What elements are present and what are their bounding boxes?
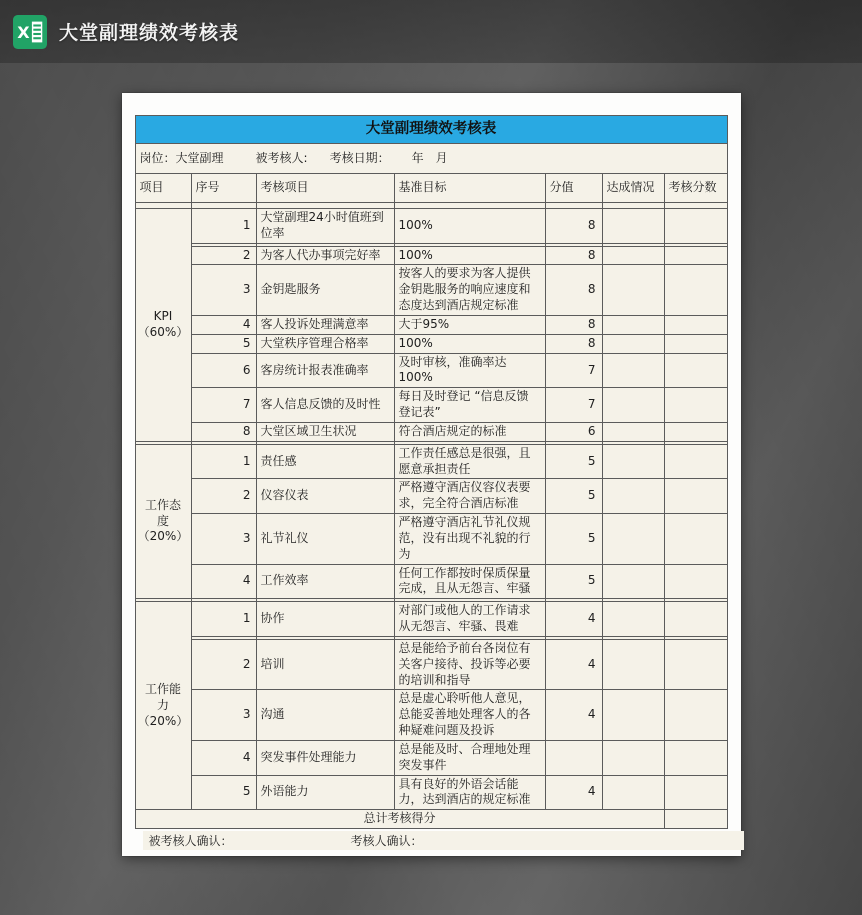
spacer-cell	[192, 442, 256, 444]
score-given-cell	[665, 445, 727, 479]
points-cell: 8	[546, 316, 602, 334]
assessee-confirm-label: 被考核人确认：	[148, 833, 233, 848]
spacer-cell	[665, 442, 727, 444]
target-cell: 符合酒店规定的标准	[395, 423, 545, 441]
spacer-cell	[257, 203, 394, 208]
spacer-cell	[603, 203, 664, 208]
target-cell: 100%	[395, 247, 545, 265]
spacer-cell	[257, 442, 394, 444]
group-label: 工作态度	[144, 497, 181, 528]
window-title-bar	[0, 0, 862, 63]
points-cell: 4	[546, 602, 602, 636]
group-weight: （60%）	[137, 324, 189, 339]
item-cell: 礼节礼仪	[257, 514, 394, 563]
achievement-cell	[603, 354, 664, 388]
row-number-cell: 1	[192, 602, 256, 636]
target-cell: 100%	[395, 209, 545, 243]
group-cell	[136, 602, 191, 809]
target-cell: 任何工作都按时保质保量完成，且从无怨言、牢骚	[395, 565, 545, 599]
achievement-cell	[603, 423, 664, 441]
achievement-cell	[603, 776, 664, 810]
target-cell: 按客人的要求为客人提供金钥匙服务的响应速度和态度达到酒店规定标准	[395, 265, 545, 314]
achievement-cell	[603, 445, 664, 479]
score-given-cell	[665, 776, 727, 810]
spacer-cell	[192, 203, 256, 208]
score-given-cell	[665, 640, 727, 689]
item-cell: 大堂区域卫生状况	[257, 423, 394, 441]
item-cell: 仪容仪表	[257, 479, 394, 513]
points-cell: 8	[546, 209, 602, 243]
points-cell: 6	[546, 423, 602, 441]
spacer-cell	[665, 244, 727, 246]
item-cell: 协作	[257, 602, 394, 636]
target-cell: 及时审核，准确率达100%	[395, 354, 545, 388]
spacer-cell	[603, 637, 664, 639]
item-cell: 大堂秩序管理合格率	[257, 335, 394, 353]
target-cell: 总是能给予前台各岗位有关客户接待、投诉等必要的培训和指导	[395, 640, 545, 689]
spacer-cell	[603, 599, 664, 601]
column-header-points: 分值	[546, 174, 602, 202]
spacer-cell	[136, 599, 191, 601]
item-cell: 客人投诉处理满意率	[257, 316, 394, 334]
row-number-cell: 2	[192, 640, 256, 689]
item-cell: 沟通	[257, 690, 394, 739]
total-score-cell	[665, 810, 727, 828]
column-header-number: 序号	[192, 174, 256, 202]
points-cell: 5	[546, 514, 602, 563]
spacer-cell	[136, 203, 191, 208]
points-cell: 8	[546, 247, 602, 265]
achievement-cell	[603, 388, 664, 422]
achievement-cell	[603, 209, 664, 243]
score-given-cell	[665, 354, 727, 388]
target-cell: 总是能及时、合理地处理突发事件	[395, 741, 545, 775]
row-number-cell: 7	[192, 388, 256, 422]
spacer-cell	[192, 244, 256, 246]
group-label: KPI	[153, 309, 173, 324]
row-number-cell: 5	[192, 776, 256, 810]
points-cell: 4	[546, 776, 602, 810]
assessor-confirm-label: 考核人确认：	[350, 833, 423, 848]
group-cell	[136, 209, 191, 441]
item-cell: 突发事件处理能力	[257, 741, 394, 775]
points-cell: 8	[546, 265, 602, 314]
spacer-cell	[603, 244, 664, 246]
score-given-cell	[665, 316, 727, 334]
achievement-cell	[603, 565, 664, 599]
row-number-cell: 3	[192, 514, 256, 563]
spacer-cell	[192, 599, 256, 601]
row-number-cell: 8	[192, 423, 256, 441]
sheet-preview-panel	[122, 93, 741, 856]
achievement-cell	[603, 690, 664, 739]
points-cell: 5	[546, 445, 602, 479]
row-number-cell: 5	[192, 335, 256, 353]
achievement-cell	[603, 479, 664, 513]
spacer-cell	[665, 203, 727, 208]
row-number-cell: 3	[192, 265, 256, 314]
achievement-cell	[603, 335, 664, 353]
info-row	[136, 144, 727, 173]
spacer-cell	[546, 203, 602, 208]
achievement-cell	[603, 247, 664, 265]
spacer-cell	[192, 637, 256, 639]
item-cell: 责任感	[257, 445, 394, 479]
score-given-cell	[665, 388, 727, 422]
spacer-cell	[136, 442, 191, 444]
item-cell: 金钥匙服务	[257, 265, 394, 314]
achievement-cell	[603, 640, 664, 689]
column-header-score: 考核分数	[665, 174, 727, 202]
row-number-cell: 2	[192, 479, 256, 513]
points-cell: 4	[546, 690, 602, 739]
spacer-cell	[395, 244, 545, 246]
item-cell: 工作效率	[257, 565, 394, 599]
spacer-cell	[546, 442, 602, 444]
score-given-cell	[665, 514, 727, 563]
spacer-cell	[257, 637, 394, 639]
row-number-cell: 4	[192, 741, 256, 775]
item-cell: 大堂副理24小时值班到位率	[257, 209, 394, 243]
achievement-cell	[603, 265, 664, 314]
score-given-cell	[665, 265, 727, 314]
row-number-cell: 3	[192, 690, 256, 739]
target-cell: 对部门或他人的工作请求从无怨言、牢骚、畏难	[395, 602, 545, 636]
excel-icon	[13, 15, 47, 49]
target-cell: 大于95%	[395, 316, 545, 334]
score-given-cell	[665, 741, 727, 775]
group-weight: （20%）	[137, 529, 189, 544]
target-cell: 严格遵守酒店仪容仪表要求，完全符合酒店标准	[395, 479, 545, 513]
row-number-cell: 1	[192, 445, 256, 479]
item-cell: 外语能力	[257, 776, 394, 810]
group-weight: （20%）	[137, 713, 189, 728]
points-cell: 4	[546, 640, 602, 689]
points-cell: 7	[546, 388, 602, 422]
target-cell: 具有良好的外语会话能力，达到酒店的规定标准	[395, 776, 545, 810]
column-header-project: 项目	[136, 174, 191, 202]
group-cell	[136, 445, 191, 598]
spacer-cell	[546, 599, 602, 601]
score-given-cell	[665, 602, 727, 636]
spacer-cell	[546, 244, 602, 246]
spacer-cell	[257, 599, 394, 601]
position-label: 岗位：大堂副理	[139, 150, 224, 165]
spacer-cell	[257, 244, 394, 246]
score-given-cell	[665, 247, 727, 265]
points-cell: 7	[546, 354, 602, 388]
achievement-cell	[603, 514, 664, 563]
row-number-cell: 6	[192, 354, 256, 388]
points-cell: 5	[546, 479, 602, 513]
spacer-cell	[665, 599, 727, 601]
score-given-cell	[665, 479, 727, 513]
spacer-cell	[395, 442, 545, 444]
row-number-cell: 1	[192, 209, 256, 243]
target-cell: 总是虚心聆听他人意见，总能妥善地处理客人的各种疑难问题及投诉	[395, 690, 545, 739]
points-cell: 5	[546, 565, 602, 599]
row-number-cell: 4	[192, 316, 256, 334]
achievement-cell	[603, 316, 664, 334]
score-given-cell	[665, 335, 727, 353]
item-cell: 客人信息反馈的及时性	[257, 388, 394, 422]
confirm-row	[143, 831, 744, 850]
achievement-cell	[603, 741, 664, 775]
item-cell: 客房统计报表准确率	[257, 354, 394, 388]
spacer-cell	[395, 599, 545, 601]
spacer-cell	[395, 637, 545, 639]
date-label: 考核日期：	[329, 150, 390, 165]
svg-text:X: X	[17, 22, 30, 42]
points-cell: 8	[546, 335, 602, 353]
score-given-cell	[665, 423, 727, 441]
window-title: 大堂副理绩效考核表	[59, 22, 240, 44]
sheet-title: 大堂副理绩效考核表	[136, 116, 727, 143]
spacer-cell	[546, 637, 602, 639]
spacer-cell	[665, 637, 727, 639]
target-cell: 100%	[395, 335, 545, 353]
column-header-item: 考核项目	[257, 174, 394, 202]
group-label: 工作能力	[144, 681, 181, 712]
score-given-cell	[665, 690, 727, 739]
achievement-cell	[603, 602, 664, 636]
target-cell: 每日及时登记 “信息反馈登记表”	[395, 388, 545, 422]
column-header-achievement: 达成情况	[603, 174, 664, 202]
target-cell: 严格遵守酒店礼节礼仪规范，没有出现不礼貌的行为	[395, 514, 545, 563]
score-table	[135, 115, 728, 829]
score-given-cell	[665, 565, 727, 599]
target-cell: 工作责任感总是很强，且愿意承担责任	[395, 445, 545, 479]
row-number-cell: 4	[192, 565, 256, 599]
item-cell: 培训	[257, 640, 394, 689]
score-given-cell	[665, 209, 727, 243]
points-cell	[546, 741, 602, 775]
date-value: 年 月	[411, 150, 448, 165]
item-cell: 为客人代办事项完好率	[257, 247, 394, 265]
column-header-target: 基准目标	[395, 174, 545, 202]
spacer-cell	[395, 203, 545, 208]
total-label-cell: 总计考核得分	[136, 810, 664, 828]
row-number-cell: 2	[192, 247, 256, 265]
assessee-label: 被考核人:	[255, 150, 308, 165]
spacer-cell	[603, 442, 664, 444]
